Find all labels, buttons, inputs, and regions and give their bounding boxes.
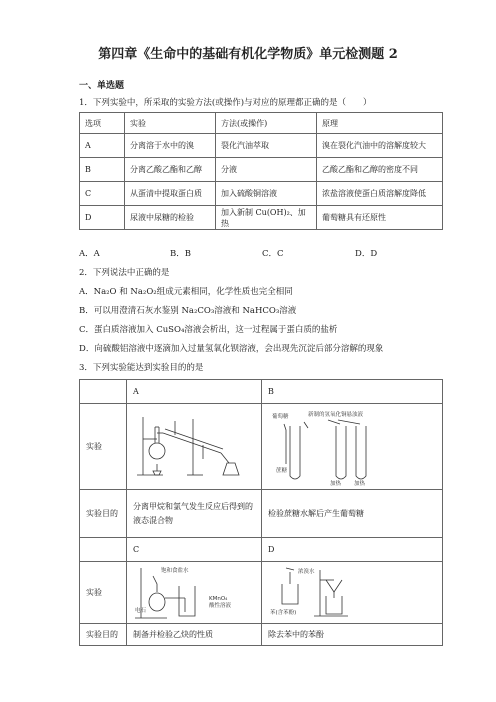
table-row: [80, 490, 443, 538]
label-acid-solution: 酸性溶液: [209, 602, 232, 609]
filtration-apparatus-image: [268, 564, 418, 620]
table-cell: A: [80, 134, 125, 158]
table-header-row: [80, 538, 443, 562]
table-cell: D: [80, 206, 125, 230]
label-sucrose: 蔗糖: [276, 467, 288, 474]
col-header-b: B: [262, 380, 443, 404]
distillation-apparatus-image: [133, 411, 251, 481]
table-cell: 浓盐溶液使蛋白质溶解度降低: [317, 182, 443, 206]
q2-stem: 2．下列说法中正确的是: [79, 268, 170, 278]
q2-option-c[interactable]: C．蛋白质溶液加入 CuSO₄溶液会析出，这一过程属于蛋白质的盐析: [79, 325, 338, 335]
section-heading: 一、单选题: [79, 81, 125, 91]
table-cell: 尿液中尿糖的检验: [125, 206, 216, 230]
table-row: [80, 624, 443, 646]
table-cell: 分离溶于水中的溴: [125, 134, 216, 158]
label-calcium-carbide: 电石: [135, 607, 147, 614]
table-cell: 分液: [216, 158, 317, 182]
purpose-b: 检验蔗糖水解后产生葡萄糖: [262, 490, 443, 538]
header-cell: 原理: [317, 113, 443, 134]
table-cell: 裂化汽油萃取: [216, 134, 317, 158]
table-cell: 分离乙酸乙酯和乙醇: [125, 158, 216, 182]
test-tube-apparatus-image: [268, 406, 418, 486]
q1-option-c[interactable]: C．C: [262, 249, 284, 259]
table-row: [80, 158, 443, 182]
table-header-row: [80, 113, 443, 134]
q1-option-a[interactable]: A．A: [79, 249, 100, 259]
q3-stem: 3．下列实验能达到实验目的的是: [79, 363, 204, 373]
label-glucose: 葡萄糖: [272, 413, 289, 420]
row-label: 实验目的: [80, 624, 127, 646]
table-cell: 溴在裂化汽油中的溶解度较大: [317, 134, 443, 158]
header-cell: 实验: [125, 113, 216, 134]
q2-option-b[interactable]: B．可以用澄清石灰水鉴别 Na₂CO₃溶液和 NaHCO₃溶液: [79, 306, 297, 316]
q1-table: [79, 112, 443, 230]
label-brine: 饱和食盐水: [161, 567, 189, 574]
apparatus-c-cell: [127, 562, 262, 624]
q1-option-b[interactable]: B．B: [170, 249, 191, 259]
table-row: [80, 182, 443, 206]
table-cell: 加入新制 Cu(OH)₂、加热: [216, 206, 317, 230]
table-cell: [80, 538, 127, 562]
label-heat-1: 加热: [330, 480, 342, 486]
label-kmno4: KMnO₄: [209, 595, 228, 602]
apparatus-d-cell: [262, 562, 443, 624]
purpose-c: 制备并检验乙炔的性质: [127, 624, 262, 646]
label-heat-2: 加热: [354, 480, 366, 486]
table-row: [80, 134, 443, 158]
apparatus-b-cell: [262, 404, 443, 490]
label-benzene-phenol: 苯(含苯酚): [270, 609, 297, 616]
row-label: 实验: [80, 562, 127, 624]
table-cell: C: [80, 182, 125, 206]
table-cell: 乙酸乙酯和乙醇的密度不同: [317, 158, 443, 182]
header-cell: 选项: [80, 113, 125, 134]
table-header-row: [80, 380, 443, 404]
col-header-a: A: [127, 380, 262, 404]
table-row: [80, 562, 443, 624]
table-row: [80, 404, 443, 490]
row-label: 实验: [80, 404, 127, 490]
row-label: 实验目的: [80, 490, 127, 538]
label-bromine-water: 浓溴水: [298, 568, 315, 575]
table-row: [80, 206, 443, 230]
table-cell: [80, 380, 127, 404]
table-cell: 加入硫酸铜溶液: [216, 182, 317, 206]
q1-stem: 1．下列实验中，所采取的实验方法(或操作)与对应的原理都正确的是（ ）: [79, 98, 372, 108]
table-cell: B: [80, 158, 125, 182]
col-header-d: D: [262, 538, 443, 562]
acetylene-apparatus-image: [133, 564, 251, 620]
label-copper-hydroxide: 新制的氢氧化铜悬浊液: [308, 411, 364, 418]
table-cell: 葡萄糖具有还原性: [317, 206, 443, 230]
table-cell: 从蛋清中提取蛋白质: [125, 182, 216, 206]
purpose-a: 分离甲烷和氯气发生反应后得到的液态混合物: [127, 490, 262, 538]
col-header-c: C: [127, 538, 262, 562]
q2-option-a[interactable]: A．Na₂O 和 Na₂O₂组成元素相同，化学性质也完全相同: [79, 287, 293, 297]
purpose-d: 除去苯中的苯酚: [262, 624, 443, 646]
apparatus-a-cell: [127, 404, 262, 490]
q3-table: [79, 379, 443, 646]
q1-option-d[interactable]: D．D: [355, 249, 378, 259]
header-cell: 方法(或操作): [216, 113, 317, 134]
q2-option-d[interactable]: D．向硫酸铝溶液中逐滴加入过量氢氧化钡溶液，会出现先沉淀后部分溶解的现象: [79, 344, 384, 354]
page-title: 第四章《生命中的基础有机化学物质》单元检测题 2: [98, 47, 398, 62]
